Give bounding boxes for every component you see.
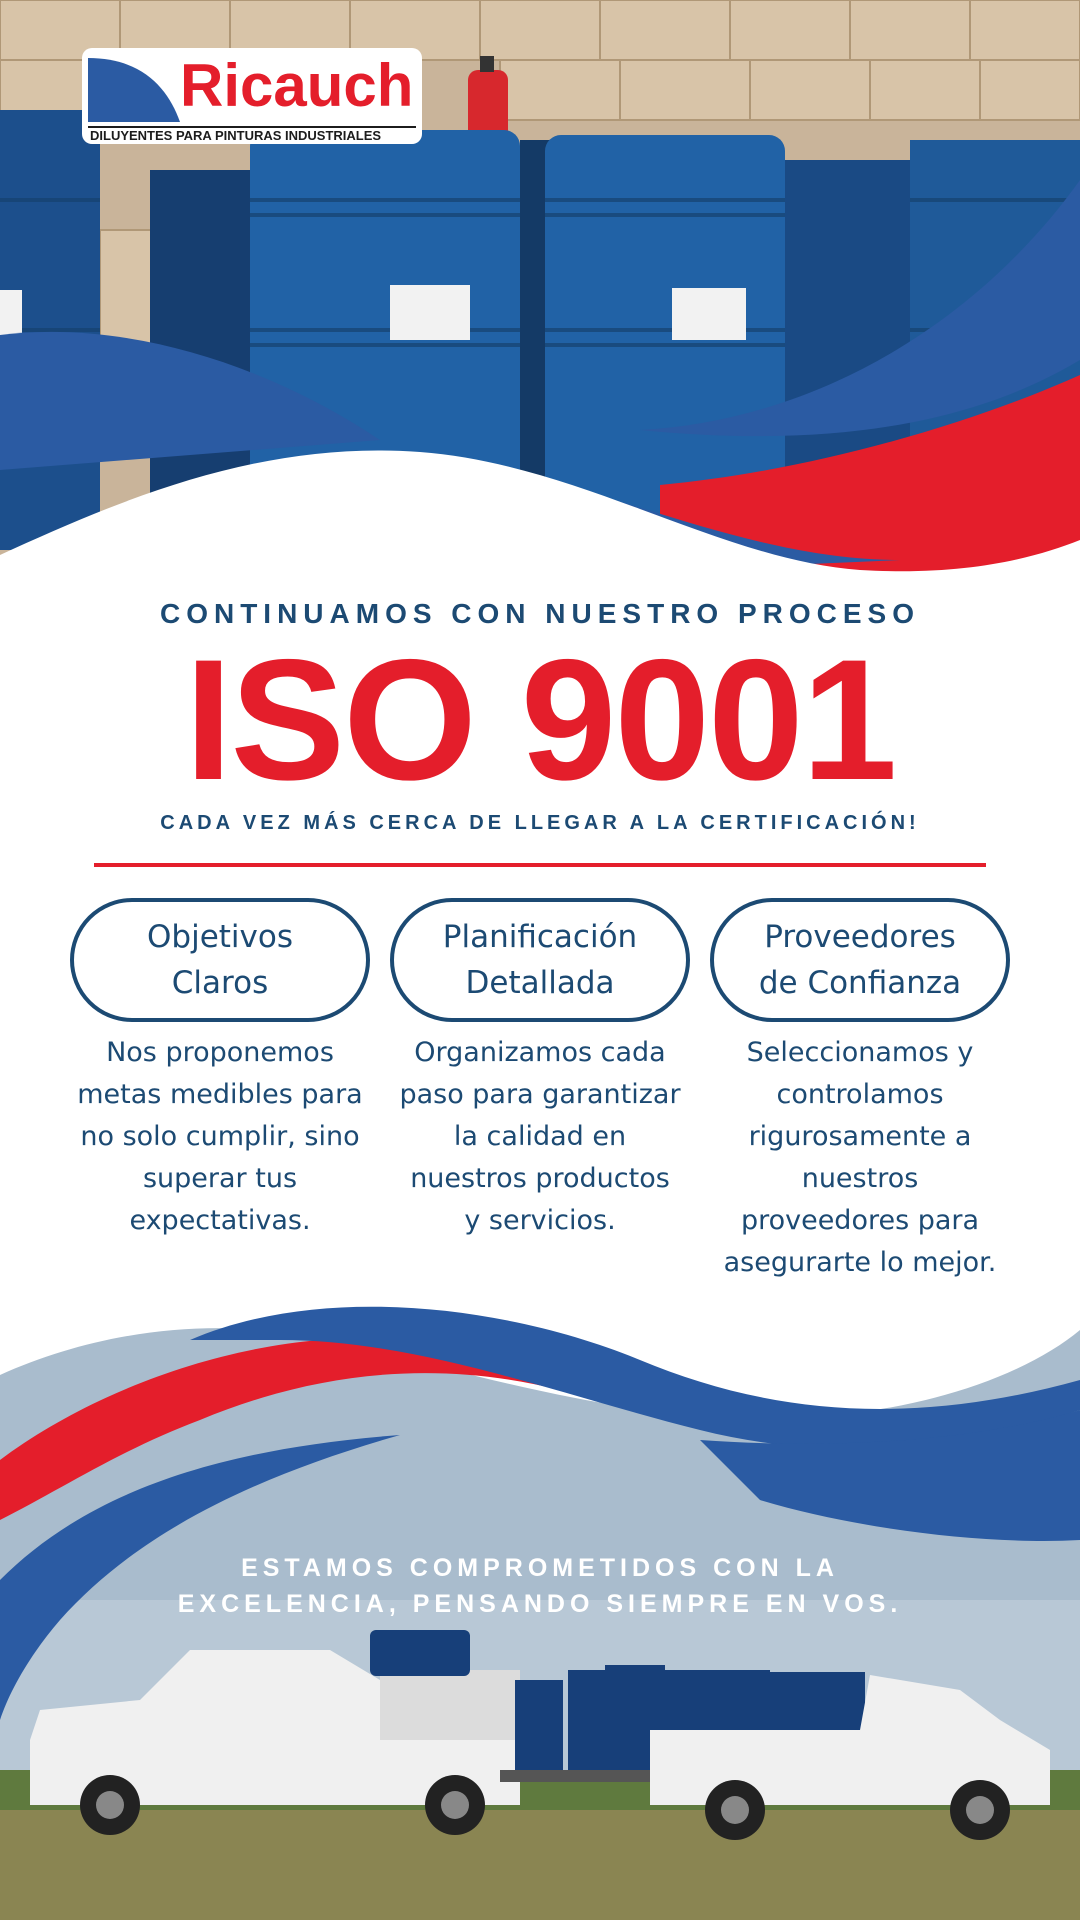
feature-pill-title: Planificación Detallada [390,898,690,1022]
headline-title: ISO 9001 [184,624,896,816]
headline-tagline: CADA VEZ MÁS CERCA DE LLEGAR A LA CERTIFICACIÓN! [160,812,920,834]
feature-description: Nos proponemos metas medibles para no solo cumplir, sino superar tus expectativas. [77,1037,363,1236]
feature-proveedores [710,898,1010,1284]
feature-pill-title: Proveedores de Confianza [710,898,1010,1022]
feature-description: Organizamos cada paso para garantizar la calidad en nuestros productos y servicios. [399,1037,681,1236]
feature-planificacion [390,898,690,1242]
feature-description: Seleccionamos y controlamos rigurosamente a nuestros proveedores para asegurarte lo mejor. [723,1037,997,1278]
red-divider [94,863,986,867]
logo-wordmark: Ricauch [180,52,414,119]
headline-subtitle: CONTINUAMOS CON NUESTRO PROCESO [159,598,921,629]
logo-tagline: DILUYENTES PARA PINTURAS INDUSTRIALES [90,128,382,143]
ricauch-logo [82,48,422,144]
footer-message: ESTAMOS COMPROMETIDOS CON LA EXCELENCIA, PENSANDO SIEMPRE EN VOS. [177,1554,903,1618]
feature-objetivos [70,898,370,1242]
feature-pill-title: Objetivos Claros [70,898,370,1022]
